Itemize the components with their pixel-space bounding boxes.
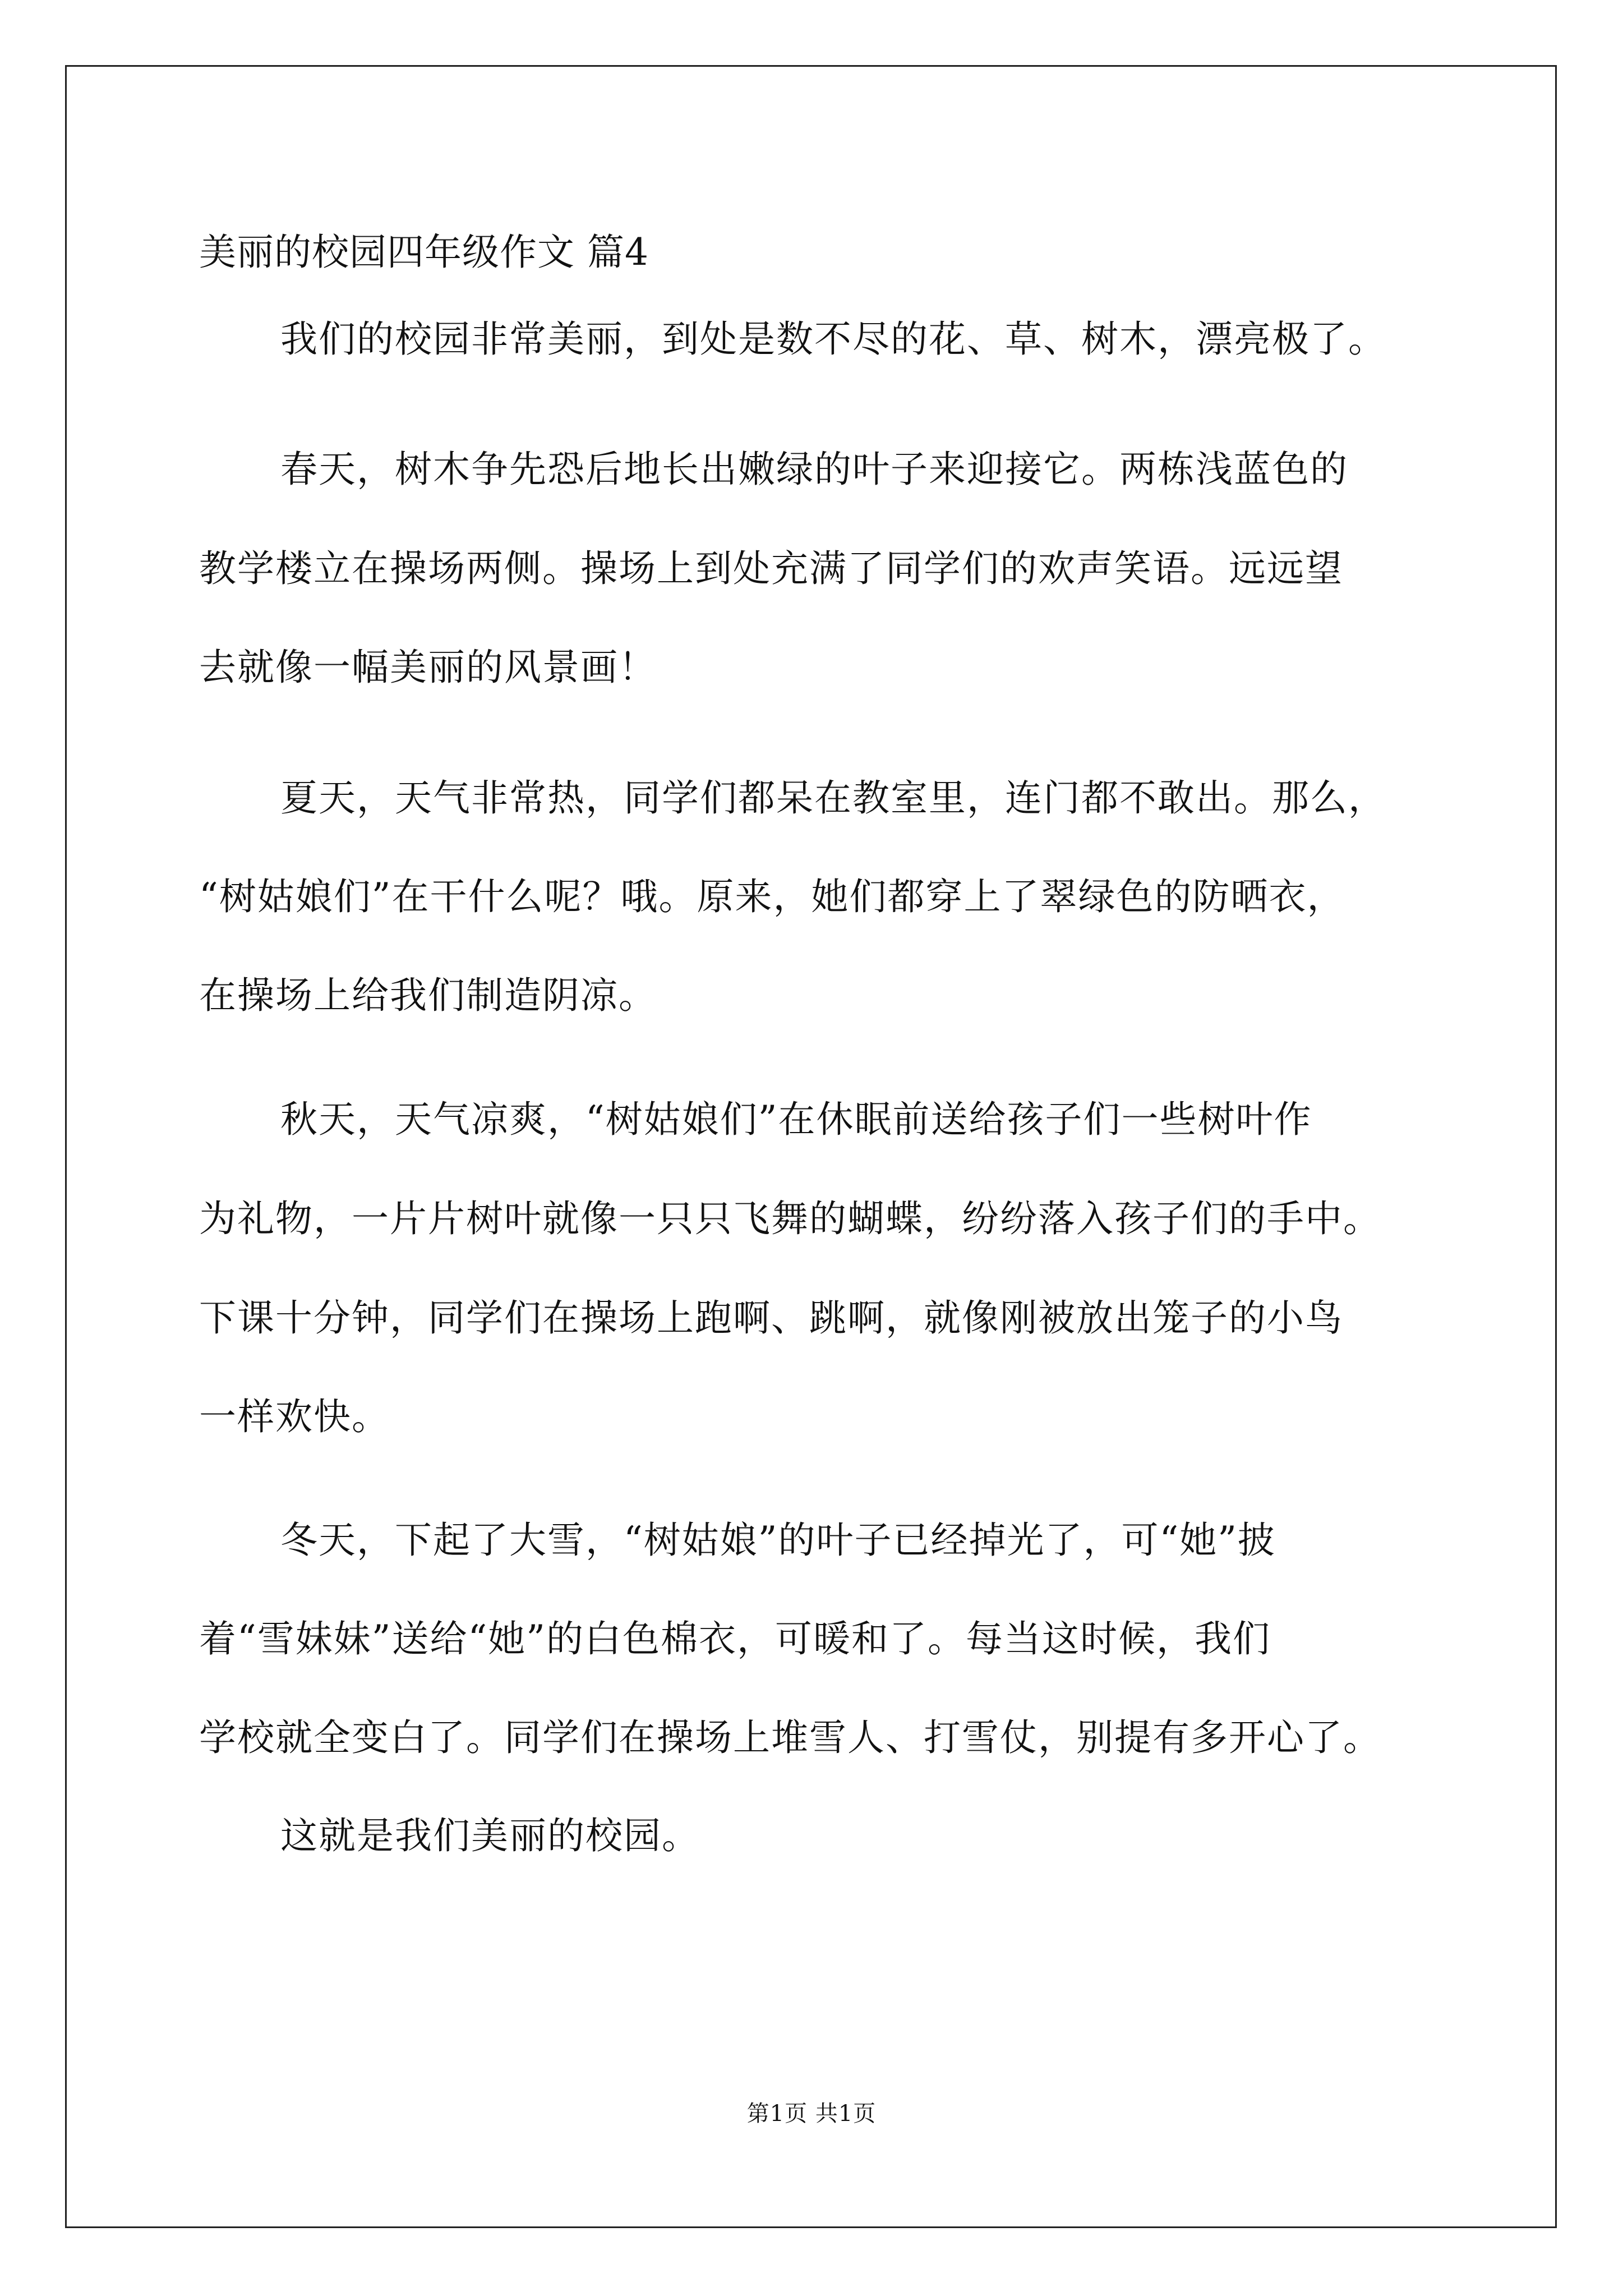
paragraph-line: 这就是我们美丽的校园。 [280, 1814, 700, 1857]
page-footer: 第1页 共1页 [746, 2101, 877, 2127]
document-title: 美丽的校园四年级作文 篇4 [199, 231, 649, 274]
paragraph-line: 冬天，下起了大雪，“树姑娘”的叶子已经掉光了，可“她”披 [280, 1519, 1276, 1562]
paragraph-line: 为礼物，一片片树叶就像一只只飞舞的蝴蝶，纷纷落入孩子们的手中。 [199, 1197, 1381, 1240]
paragraph-line: 教学楼立在操场两侧。操场上到处充满了同学们的欢声笑语。远远望 [199, 547, 1343, 590]
paragraph-line: 春天，树木争先恐后地长出嫩绿的叶子来迎接它。两栋浅蓝色的 [280, 448, 1348, 491]
paragraph-line: 着“雪妹妹”送给“她”的白色棉衣，可暖和了。每当这时候，我们 [199, 1617, 1271, 1660]
paragraph-line: 去就像一幅美丽的风景画！ [199, 646, 657, 689]
paragraph-line: 秋天，天气凉爽，“树姑娘们”在休眠前送给孩子们一些树叶作 [280, 1098, 1312, 1141]
paragraph-line: 学校就全变白了。同学们在操场上堆雪人、打雪仗，别提有多开心了。 [199, 1716, 1381, 1759]
paragraph-line: 一样欢快。 [199, 1395, 390, 1438]
paragraph-line: 夏天，天气非常热，同学们都呆在教室里，连门都不敢出。那么， [280, 776, 1386, 820]
paragraph-line: 在操场上给我们制造阴凉。 [199, 974, 657, 1017]
paragraph-line: 下课十分钟，同学们在操场上跑啊、跳啊，就像刚被放出笼子的小鸟 [199, 1296, 1343, 1340]
paragraph-line: 我们的校园非常美丽，到处是数不尽的花、草、树木，漂亮极了。 [280, 318, 1386, 361]
paragraph-line: “树姑娘们”在干什么呢？哦。原来，她们都穿上了翠绿色的防晒衣， [199, 875, 1345, 918]
